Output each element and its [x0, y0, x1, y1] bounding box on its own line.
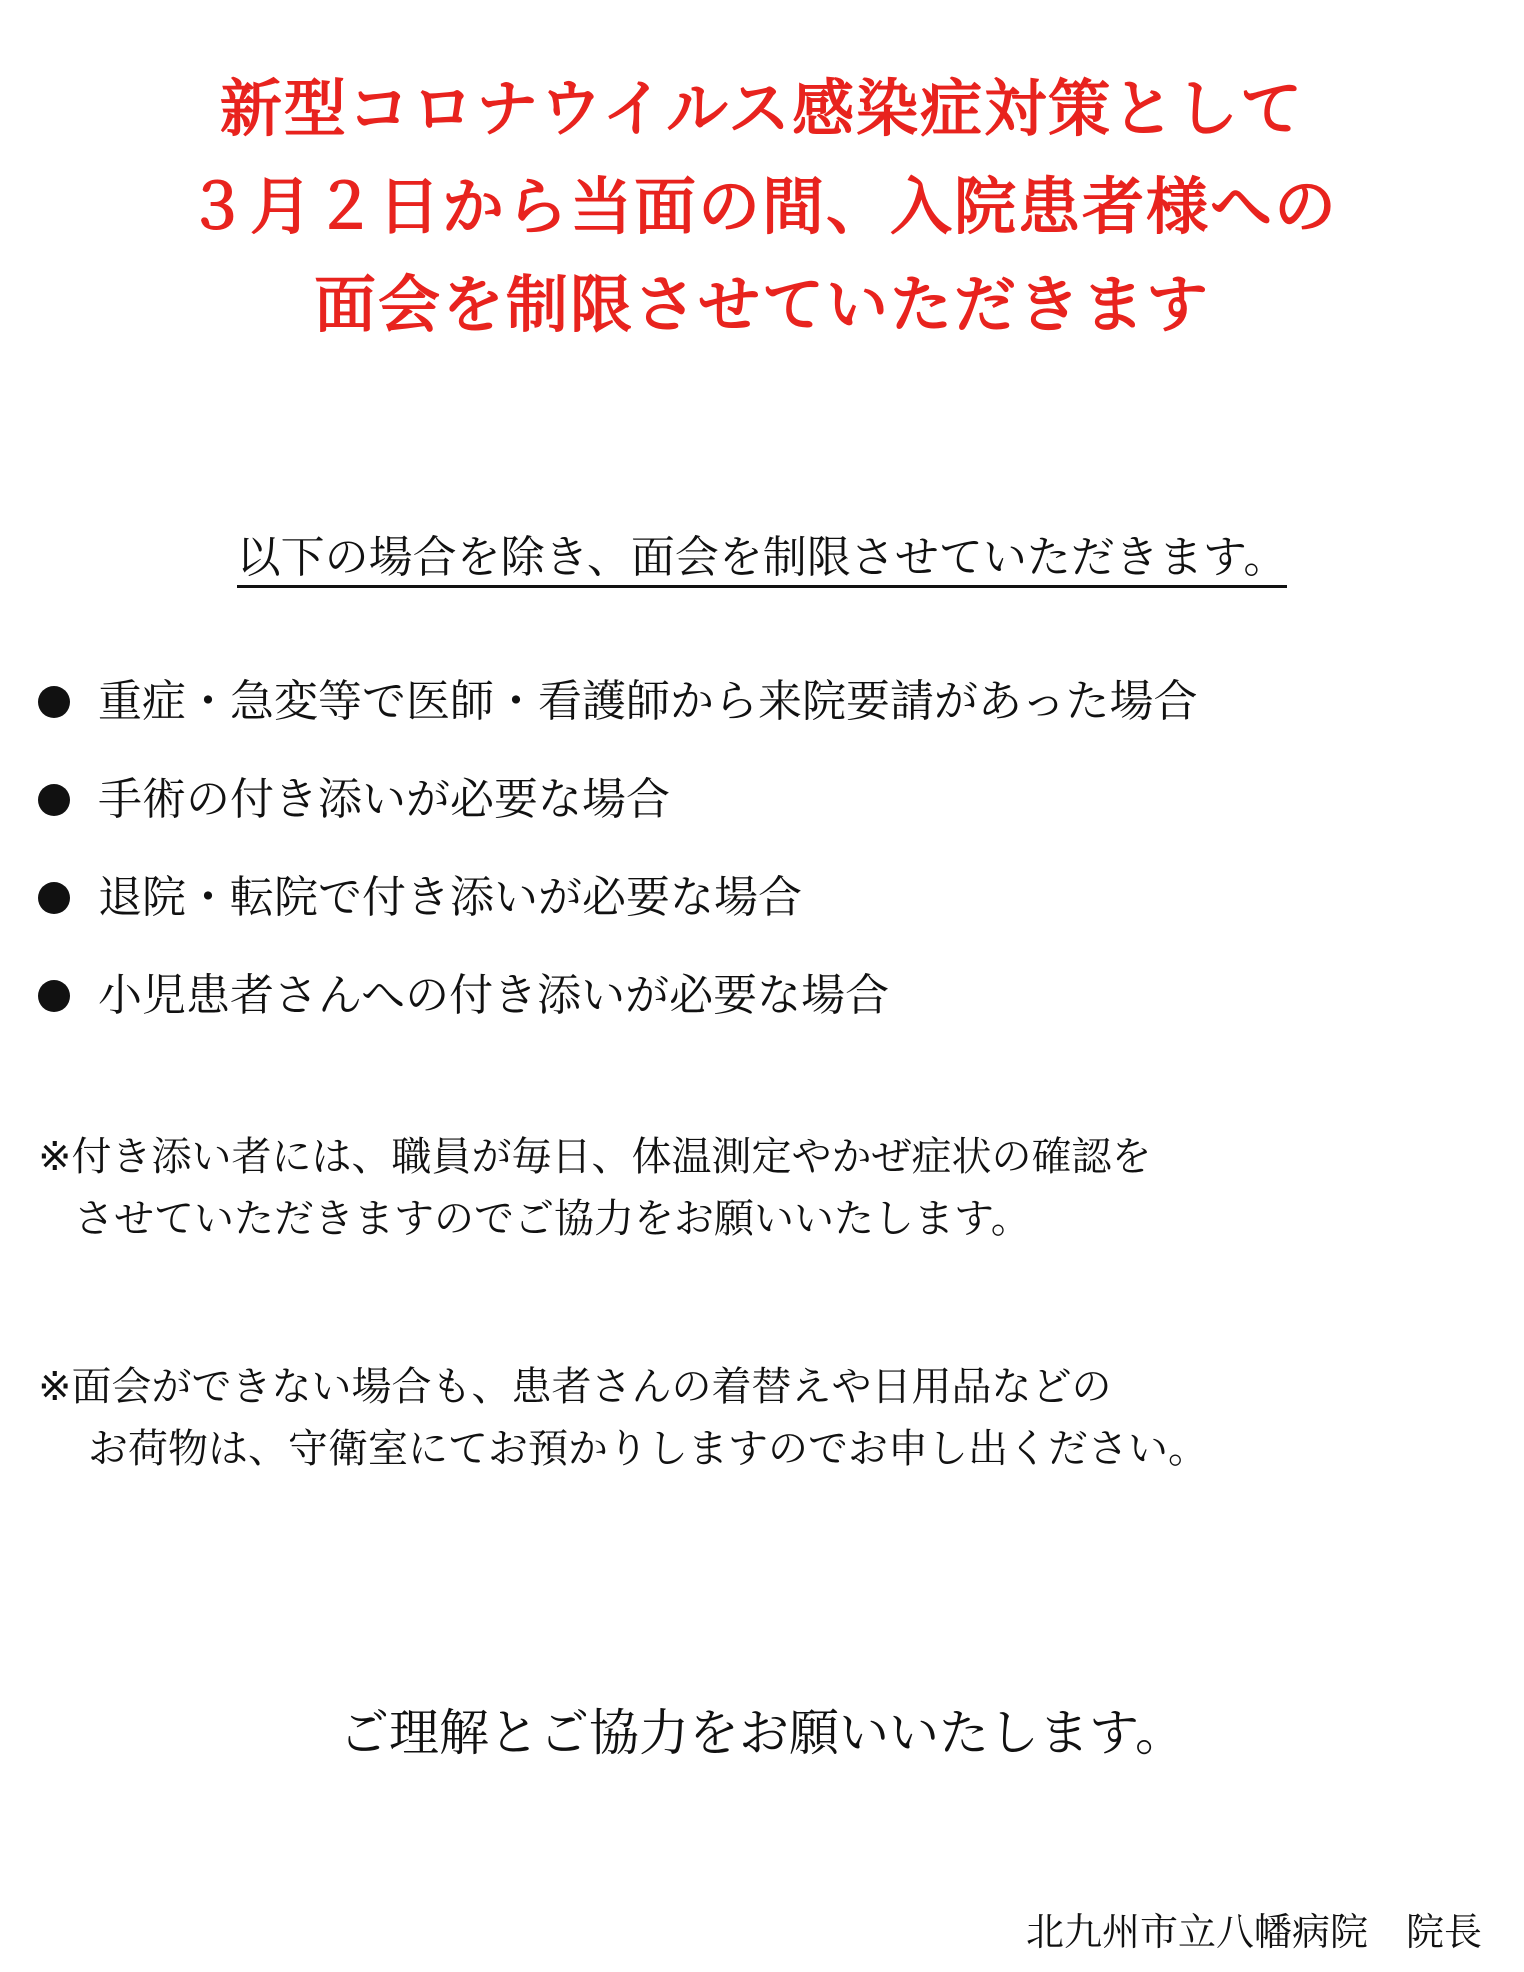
exceptions-heading-text: 以下の場合を除き、面会を制限させていただきます。 [237, 532, 1288, 588]
list-item [38, 870, 1498, 926]
note-line: させていただきますのでご協力をお願いいたします。 [74, 1196, 1031, 1242]
closing-message: ご理解とご協力をお願いいたします。 [339, 1704, 1185, 1762]
belongings-dropoff-note [38, 1356, 1498, 1480]
headline-line-1: 新型コロナウイルス感染症対策として [219, 71, 1305, 145]
condition-text: 重症・急変等で医師・看護師から来院要請があった場合 [98, 676, 1198, 727]
note-line: お荷物は、守衛室にてお預かりしますのでお申し出ください。 [88, 1426, 1208, 1472]
headline-line-2: ３月２日から当面の間、入院患者様への [185, 169, 1338, 243]
notice-headline [0, 60, 1524, 354]
list-item [38, 772, 1498, 828]
note-line: ※面会ができない場合も、患者さんの着替えや日用品などの [38, 1364, 1112, 1410]
list-item [38, 968, 1498, 1024]
condition-text: 退院・転院で付き添いが必要な場合 [98, 872, 802, 923]
headline-line-3: 面会を制限させていただきます [313, 267, 1210, 341]
condition-text: 小児患者さんへの付き添いが必要な場合 [98, 970, 890, 1021]
note-line: ※付き添い者には、職員が毎日、体温測定やかぜ症状の確認を [38, 1134, 1152, 1180]
bullet-icon [38, 882, 70, 914]
list-item [38, 674, 1498, 730]
bullet-icon [38, 980, 70, 1012]
signature: 北九州市立八幡病院 院長 [1025, 1910, 1482, 1954]
bullet-icon [38, 686, 70, 718]
condition-text: 手術の付き添いが必要な場合 [98, 774, 670, 825]
exceptions-heading [0, 530, 1524, 586]
bullet-icon [38, 784, 70, 816]
exception-conditions-list [38, 674, 1498, 1066]
escort-health-check-note [38, 1126, 1498, 1250]
